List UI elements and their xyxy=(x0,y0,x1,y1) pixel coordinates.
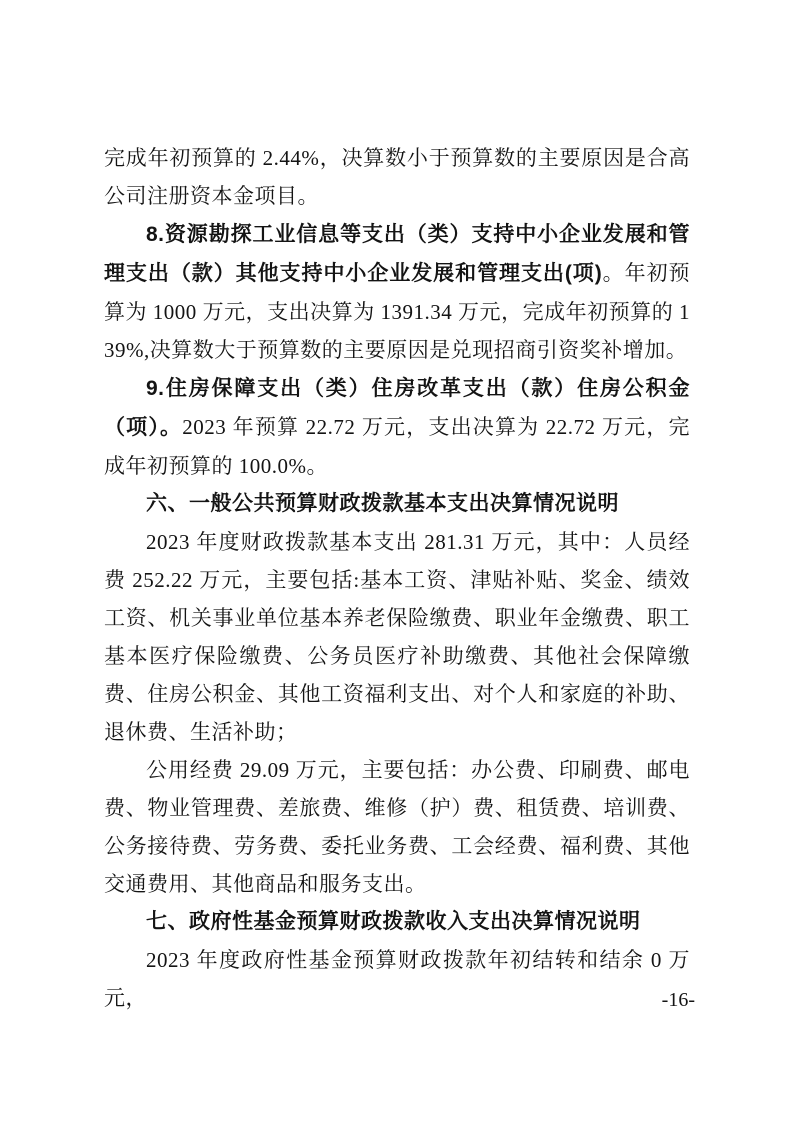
section-6-heading xyxy=(104,485,690,523)
paragraph-item-9 xyxy=(104,369,690,485)
section-7-paragraph-opening-text: 2023 年度政府性基金预算财政拨款年初结转和结余 0 万元， xyxy=(104,948,690,1010)
item-9-body: 2023 年预算 22.72 万元，支出决算为 22.72 万元，完成年初预算的 100.0%。 xyxy=(104,415,691,478)
document-body xyxy=(104,139,690,1017)
section-7-heading-text: 七、政府性基金预算财政拨款收入支出决算情况说明 xyxy=(146,910,641,933)
section-6-paragraph-public-funds-text: 公用经费 29.09 万元，主要包括：办公费、印刷费、邮电费、物业管理费、差旅费、维修（护）费、租赁费、培训费、公务接待费、劳务费、委托业务费、工会经费、福利费、其他交通费用、其他商品和服务支出。 xyxy=(104,758,690,896)
section-7-paragraph-opening xyxy=(104,941,690,1017)
item-8-lead: 8.资源勘探工业信息等支出（类）支持中小企业发展和管理支出（款）其他支持中小企业发展和管理支出(项) xyxy=(104,223,690,285)
section-6-paragraph-public-funds xyxy=(104,751,690,903)
section-6-paragraph-personnel xyxy=(104,523,690,751)
paragraph-carryover-text: 完成年初预算的 2.44%，决算数小于预算数的主要原因是合高公司注册资本金项目。 xyxy=(104,146,690,208)
section-6-paragraph-personnel-text: 2023 年度财政拨款基本支出 281.31 万元，其中：人员经费 252.22 万元，主要包括:基本工资、津贴补贴、奖金、绩效工资、机关事业单位基本养老保险缴费、职业年金缴费、职工基本医疗保险缴费、公务员医疗补助缴费、其他社会保障缴费、住房公积金、其他工资福利支出、对个人和家庭的补助、退休费、生活补助； xyxy=(104,530,690,744)
paragraph-item-8 xyxy=(104,215,690,369)
page-number: -16- xyxy=(661,989,695,1011)
item-8-body: 。年初预算为 1000 万元，支出决算为 1391.34 万元，完成年初预算的 139%,决算数大于预算数的主要原因是兑现招商引资奖补增加。 xyxy=(104,261,691,362)
item-9-lead: 9.住房保障支出（类）住房改革支出（款）住房公积金（项）。 xyxy=(104,377,690,439)
section-6-heading-text: 六、一般公共预算财政拨款基本支出决算情况说明 xyxy=(146,492,619,515)
section-7-heading xyxy=(104,903,690,941)
paragraph-carryover xyxy=(104,139,690,215)
